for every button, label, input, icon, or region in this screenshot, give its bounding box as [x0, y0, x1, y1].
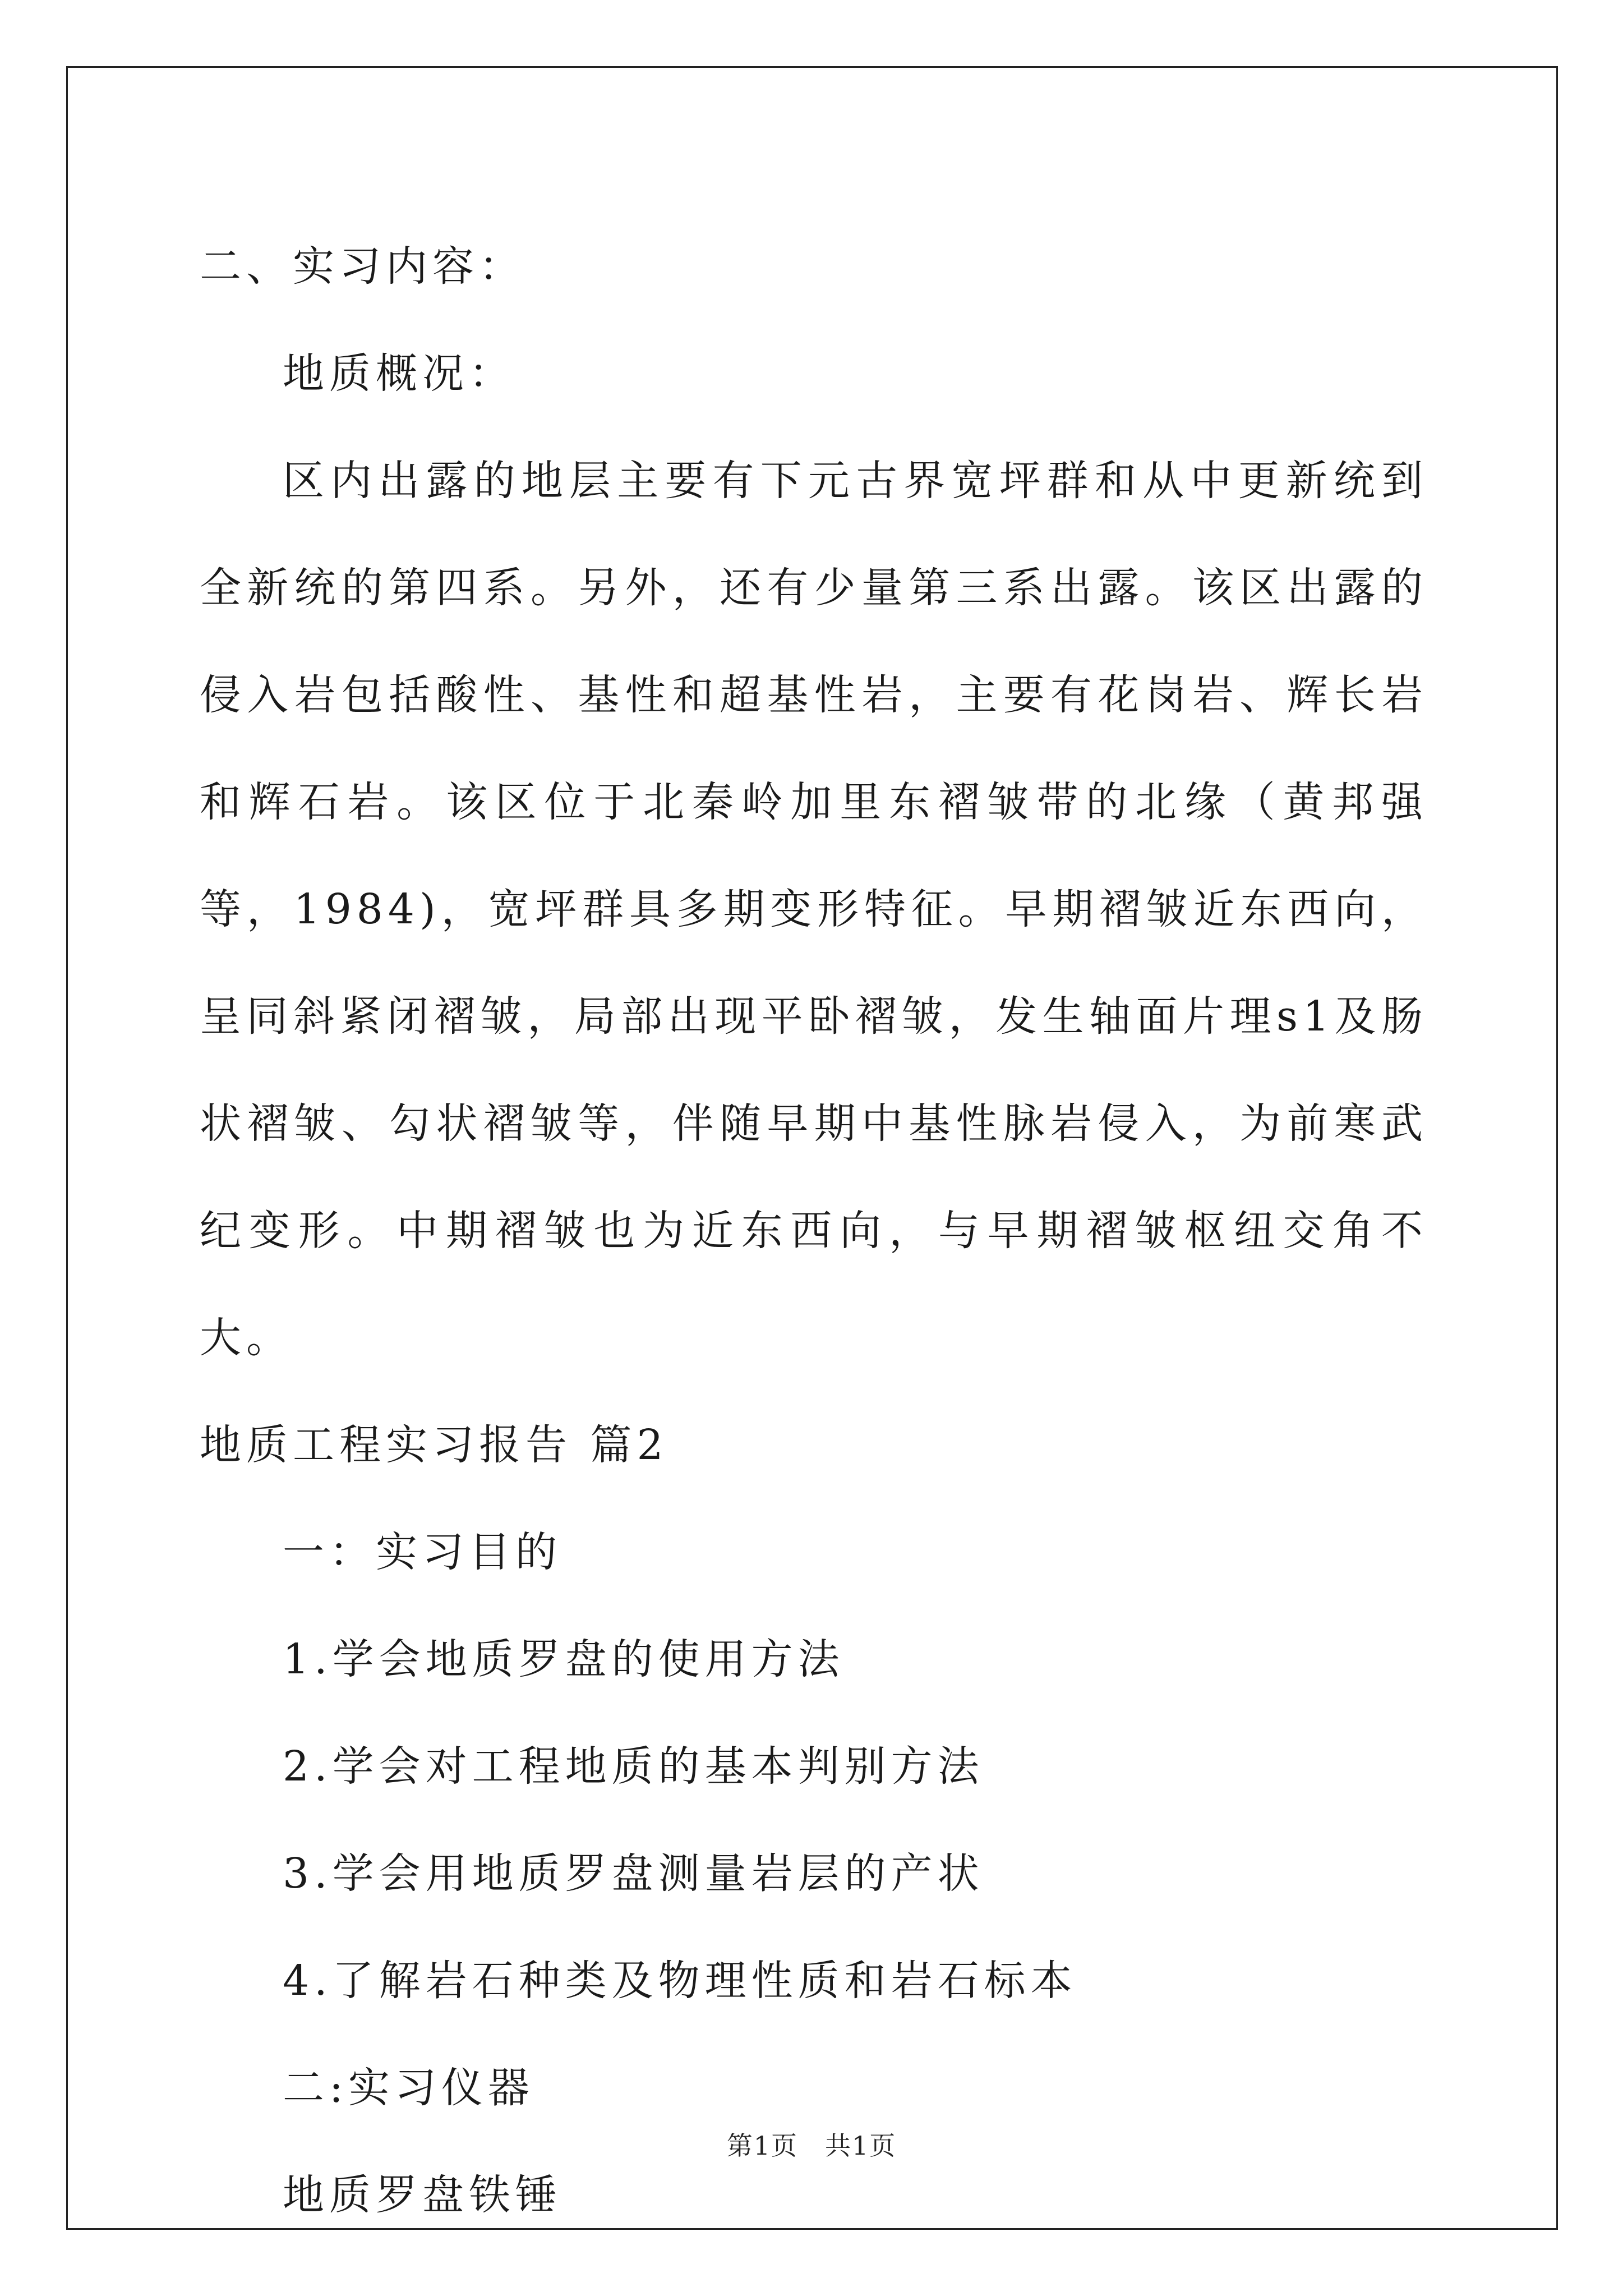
list-item: 2.学会对工程地质的基本判别方法 — [283, 1742, 984, 1791]
list-item: 3.学会用地质罗盘测量岩层的产状 — [283, 1849, 984, 1898]
body-paragraph: 区内出露的地层主要有下元古界宽坪群和从中更新统到全新统的第四系。另外，还有少量第三系出露。该区出露的侵入岩包括酸性、基性和超基性岩，主要有花岗岩、辉长岩和辉石岩。该区位于北秦岭加里东褶皱带的北缘（黄邦强等，1984)，宽坪群具多期变形特征。早期褶皱近东西向，呈同斜紧闭褶皱，局部出现平卧褶皱，发生轴面片理s1及肠状褶皱、勾状褶皱等，伴随早期中基性脉岩侵入，为前寒武纪变形。中期褶皱也为近东西向，与早期褶皱枢纽交角不大。 — [200, 457, 1428, 1362]
section-heading: 二、实习内容： — [200, 242, 525, 291]
section-heading: 二:实习仪器 — [283, 2064, 534, 2112]
body-line: 地质罗盘铁锤 — [283, 2171, 562, 2219]
list-item: 1.学会地质罗盘的使用方法 — [283, 1635, 845, 1683]
page-footer: 第1页 共1页 — [726, 2131, 897, 2161]
section-heading: 一：实习目的 — [283, 1528, 562, 1576]
report-title: 地质工程实习报告 篇2 — [200, 1421, 668, 1469]
subheading: 地质概况： — [283, 349, 515, 398]
document-body — [200, 213, 1428, 2249]
list-item: 4.了解岩石种类及物理性质和岩石标本 — [283, 1957, 1077, 2005]
